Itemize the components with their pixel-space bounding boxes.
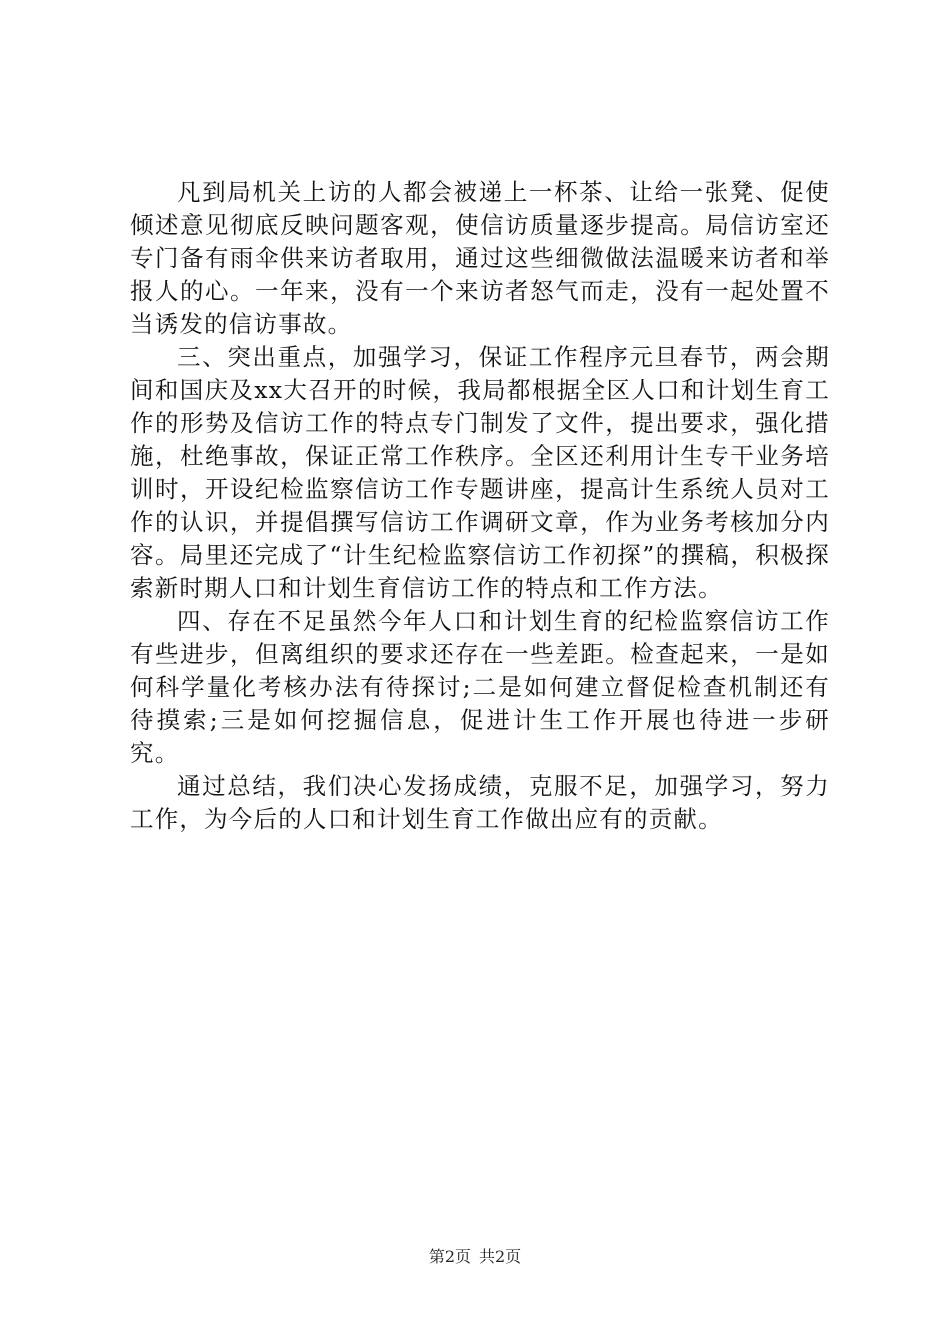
paragraph-4: 通过总结，我们决心发扬成绩，克服不足，加强学习，努力工作，为今后的人口和计划生育工作做出应有的贡献。	[130, 772, 830, 833]
paragraph-3: 四、存在不足虽然今年人口和计划生育的纪检监察信访工作有些进步，但离组织的要求还存在一些差距。检查起来，一是如何科学量化考核办法有待探讨;二是如何建立督促检查机制还有待摸索;三是如何挖掘信息，促进计生工作开展也待进一步研究。	[130, 607, 830, 767]
page-number: 第2页	[428, 1247, 471, 1266]
paragraph-2: 三、突出重点，加强学习，保证工作程序元旦春节，两会期间和国庆及xx大召开的时候，我局都根据全区人口和计划生育工作的形势及信访工作的特点专门制发了文件，提出要求，强化措施，杜绝事故，保证正常工作秩序。全区还利用计生专干业务培训时，开设纪检监察信访工作专题讲座，提高计生系统人员对工作的认识，并提倡撰写信访工作调研文章，作为业务考核加分内容。局里还完成了“计生纪检监察信访工作初探”的撰稿，积极探索新时期人口和计划生育信访工作的特点和工作方法。	[130, 343, 830, 602]
page-total: 共2页	[479, 1247, 522, 1266]
paragraph-1: 凡到局机关上访的人都会被递上一杯茶、让给一张凳、促使倾述意见彻底反映问题客观，使信访质量逐步提高。局信访室还专门备有雨伞供来访者取用，通过这些细微做法温暖来访者和举报人的心。一年来，没有一个来访者怒气而走，没有一起处置不当诱发的信访事故。	[130, 178, 830, 338]
document-body	[130, 176, 830, 836]
page-footer	[0, 1244, 950, 1267]
